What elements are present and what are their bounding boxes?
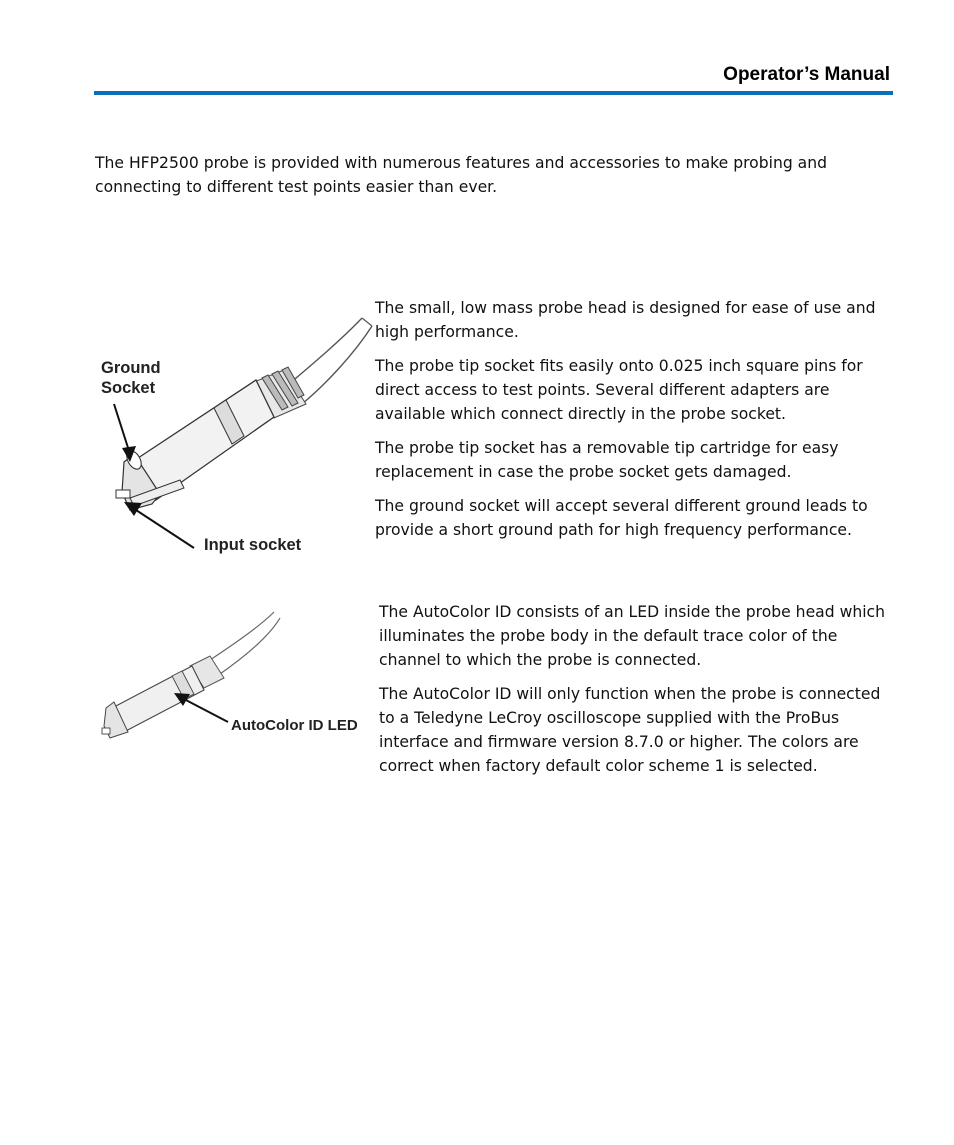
autocolor-paragraph: The AutoColor ID consists of an LED inside the probe head which illuminates the probe body in the default trace color of the channel to which the probe is connected. <box>379 603 885 669</box>
probe-head-figure <box>94 312 376 562</box>
probe-head-illustration <box>94 312 376 562</box>
label-input-socket: Input socket <box>204 536 302 554</box>
label-ground: Ground <box>101 359 161 377</box>
autocolor-illustration <box>98 608 373 748</box>
page-header-title: Operator’s Manual <box>723 64 890 85</box>
probe-head-text <box>375 296 895 552</box>
label-autocolor-led: AutoColor ID LED <box>231 717 358 734</box>
probe-head-paragraph: The ground socket will accept several different ground leads to provide a short ground path for high frequency performance. <box>375 497 868 539</box>
probe-head-paragraph: The small, low mass probe head is designed for ease of use and high performance. <box>375 299 876 341</box>
autocolor-text <box>379 600 899 788</box>
label-socket: Socket <box>101 379 156 397</box>
autocolor-figure <box>98 608 373 748</box>
probe-head-paragraph: The probe tip socket has a removable tip cartridge for easy replacement in case the probe socket gets damaged. <box>375 439 839 481</box>
autocolor-paragraph: The AutoColor ID will only function when the probe is connected to a Teledyne LeCroy oscilloscope supplied with the ProBus interface and firmware version 8.7.0 or higher. The colors are correct when factory default color scheme 1 is selected. <box>379 685 881 775</box>
intro-paragraph: The HFP2500 probe is provided with numerous features and accessories to make probing and connecting to different test points easier than ever. <box>95 154 828 196</box>
probe-head-paragraph: The probe tip socket fits easily onto 0.025 inch square pins for direct access to test points. Several different adapters are available which connect directly in the probe socket. <box>375 357 863 423</box>
header-rule <box>94 91 893 95</box>
